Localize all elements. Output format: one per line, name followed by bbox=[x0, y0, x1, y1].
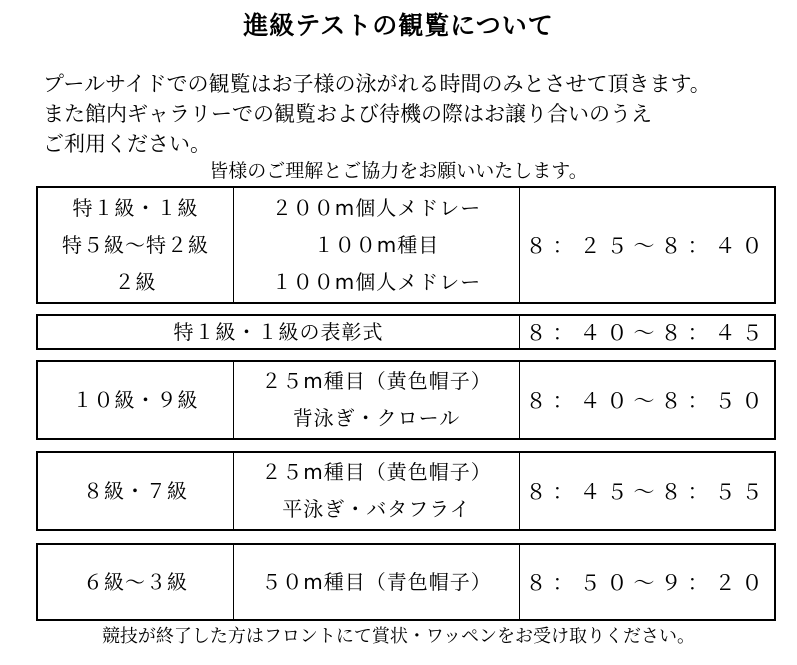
time-cell bbox=[520, 316, 774, 348]
intro-line-1: プールサイドでの観覧はお子様の泳がれる時間のみとさせて頂きます。 bbox=[43, 72, 711, 96]
grade-text: １０級・９級 bbox=[72, 387, 199, 412]
event-text: １００m個人メドレー bbox=[271, 269, 482, 294]
grade-text: 特５級〜特２級 bbox=[62, 232, 209, 257]
grade-cell bbox=[38, 453, 234, 529]
intro-line-3: ご利用ください。 bbox=[43, 132, 211, 156]
event-text: ２５m種目（黄色帽子） bbox=[261, 369, 492, 393]
schedule-row-5 bbox=[36, 543, 776, 621]
schedule-row-1 bbox=[36, 186, 776, 304]
time-text: ８：２５〜８：４０ bbox=[525, 234, 769, 258]
event-cell bbox=[234, 188, 520, 302]
page-title: 進級テストの観覧について bbox=[243, 11, 554, 40]
request-line: 皆様のご理解とご協力をお願いいたします。 bbox=[209, 160, 588, 182]
event-text: ５０m種目（青色帽子） bbox=[261, 569, 492, 594]
event-text: １００m種目 bbox=[313, 232, 440, 257]
schedule-row-4 bbox=[36, 451, 776, 531]
event-text: ２００m個人メドレー bbox=[271, 195, 482, 220]
event-text: ２５m種目（黄色帽子） bbox=[261, 460, 492, 484]
event-text: 平泳ぎ・バタフライ bbox=[282, 497, 471, 521]
schedule-row-3 bbox=[36, 360, 776, 440]
ceremony-text: 特１級・１級の表彰式 bbox=[173, 320, 384, 344]
time-text: ８：４０〜８：５０ bbox=[525, 389, 769, 413]
time-cell bbox=[520, 453, 774, 529]
time-cell bbox=[520, 188, 774, 302]
event-cell bbox=[234, 545, 520, 619]
time-text: ８：５０〜９：２０ bbox=[525, 571, 769, 595]
grade-text: 特１級・１級 bbox=[72, 195, 199, 220]
event-cell bbox=[234, 453, 520, 529]
event-cell bbox=[234, 362, 520, 438]
ceremony-cell bbox=[38, 316, 520, 348]
time-text: ８：４０〜８：４５ bbox=[525, 321, 769, 345]
grade-text: ６級〜３級 bbox=[83, 569, 188, 594]
schedule-row-2 bbox=[36, 314, 776, 350]
footer-note: 競技が終了した方はフロントにて賞状・ワッペンをお受け取りください。 bbox=[101, 626, 696, 647]
intro-line-2: また館内ギャラリーでの観覧および待機の際はお譲り合いのうえ bbox=[43, 102, 652, 126]
grade-cell bbox=[38, 545, 234, 619]
grade-text: ８級・７級 bbox=[83, 478, 188, 503]
time-text: ８：４５〜８：５５ bbox=[525, 480, 769, 504]
grade-text: ２級 bbox=[114, 269, 157, 294]
event-text: 背泳ぎ・クロール bbox=[292, 406, 461, 430]
grade-cell bbox=[38, 188, 234, 302]
grade-cell bbox=[38, 362, 234, 438]
time-cell bbox=[520, 545, 774, 619]
time-cell bbox=[520, 362, 774, 438]
